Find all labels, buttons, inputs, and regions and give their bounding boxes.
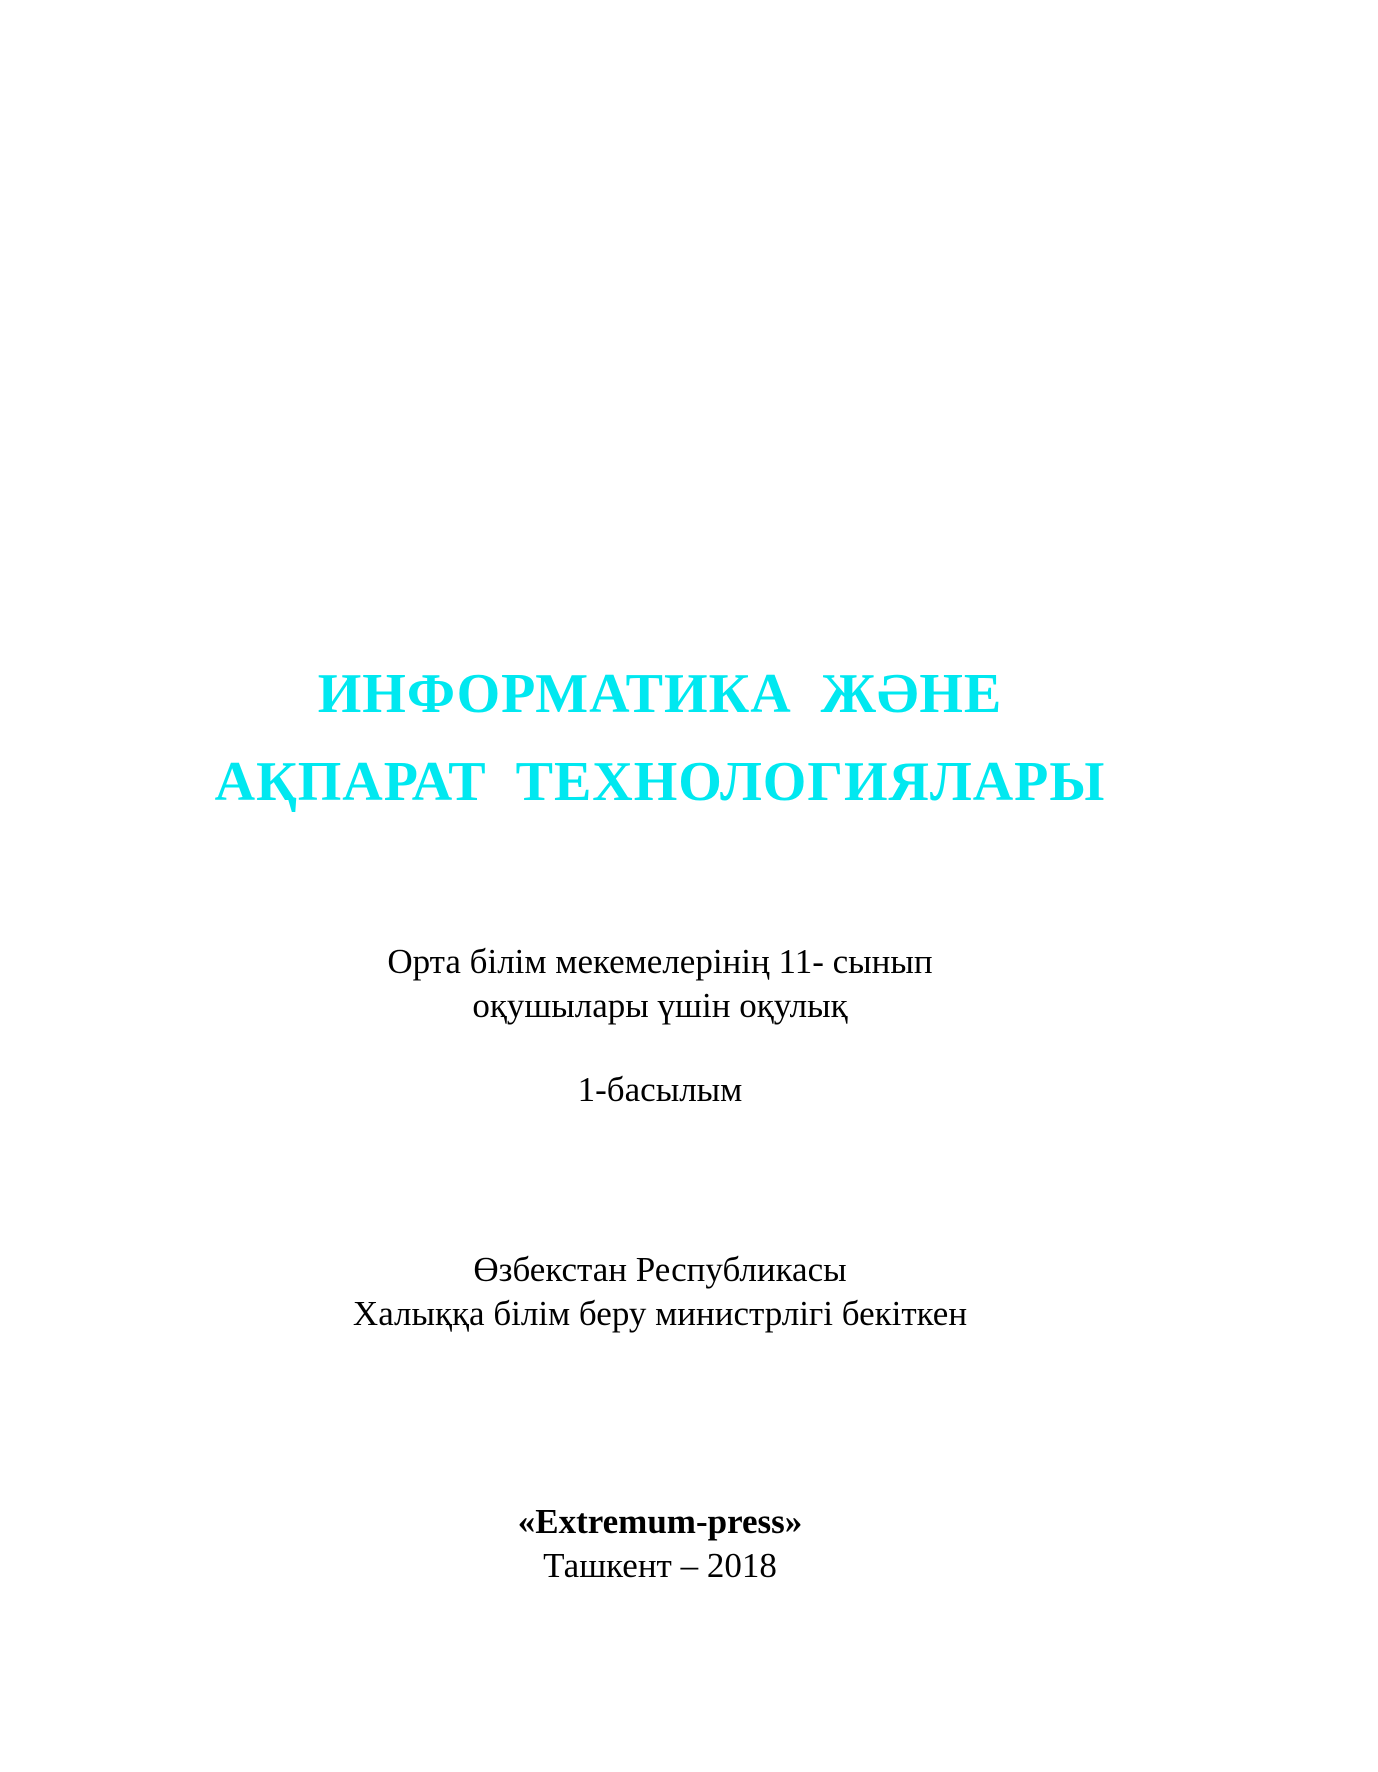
subtitle-line-2: оқушылары үшін оқулық bbox=[472, 986, 848, 1025]
book-title-line-2: АҚПАРАТ ТЕХНОЛОГИЯЛАРЫ bbox=[214, 751, 1106, 813]
subtitle-line-1: Орта білім мекемелерінің 11- сынып bbox=[387, 942, 933, 981]
publisher-name: «Extremum-press» bbox=[517, 1502, 803, 1541]
book-title-line-1: ИНФОРМАТИКА ЖӘНЕ bbox=[317, 663, 1003, 725]
approval-line-1: Өзбекстан Республикасы bbox=[473, 1250, 847, 1289]
edition-label: 1-басылым bbox=[577, 1070, 743, 1109]
approval-line-2: Халыққа білім беру министрлігі бекіткен bbox=[352, 1294, 968, 1333]
publisher-place-year: Ташкент – 2018 bbox=[543, 1546, 777, 1585]
